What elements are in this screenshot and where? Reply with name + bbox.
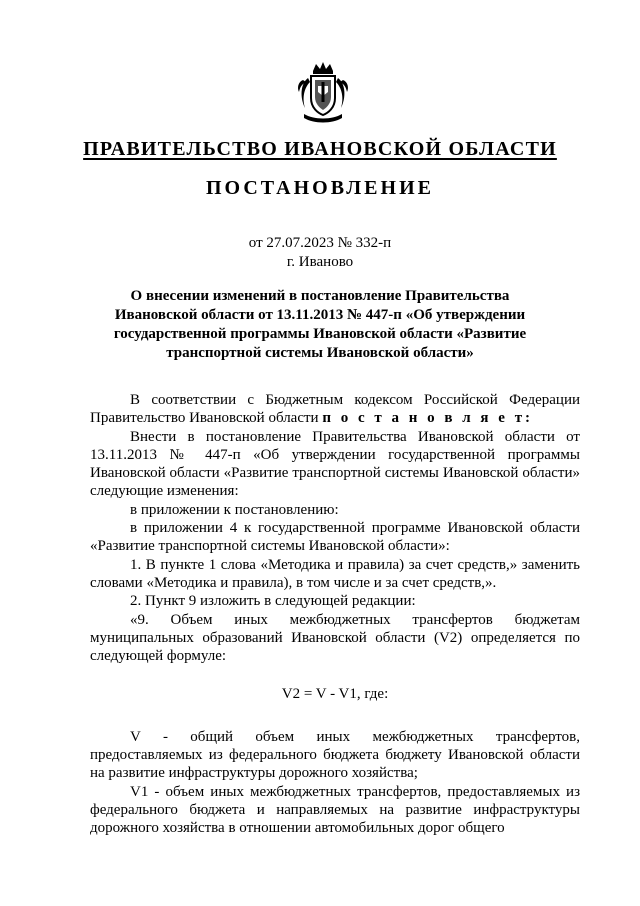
paragraph: 2. Пункт 9 изложить в следующей редакции:: [130, 593, 416, 610]
heading-line: Ивановской области от 13.11.2013 № 447-п «Об утверждении: [114, 307, 526, 323]
date-number: от 27.07.2023 № 332-п: [248, 235, 392, 251]
document-type: ПОСТАНОВЛЕНИЕ: [206, 177, 434, 199]
document-heading: [100, 287, 540, 363]
document-meta: [60, 234, 580, 272]
heading-line: транспортной системы Ивановской области»: [166, 345, 474, 361]
paragraph: [90, 391, 580, 428]
paragraph: в приложении 4 к государственной программе Ивановской области «Развитие транспортной системы Ивановской области»:: [90, 520, 580, 555]
coat-of-arms-icon: [296, 62, 350, 124]
paragraph: в приложении к постановлению:: [130, 501, 339, 518]
decree-word: п о с т а н о в л я е т:: [322, 410, 534, 427]
formula: V2 = V - V1, где:: [281, 686, 389, 703]
paragraph: V1 - объем иных межбюджетных трансфертов, предоставляемых из федерального бюджета и направляемых на развитие инфраструктуры дорожного хозяйства в отношении автомобильных дорог общего: [90, 783, 580, 837]
city: г. Иваново: [286, 254, 354, 270]
paragraph-text: В соответствии с Бюджетным кодексом Российской Федерации Правительство Ивановской области: [90, 392, 580, 427]
paragraph: Внести в постановление Правительства Ивановской области от 13.11.2013 № 447-п «Об утверждении государственной программы Ивановской области «Развитие транспортной системы Ивановской области» следующие изменения:: [90, 428, 580, 500]
paragraph: 1. В пункте 1 слова «Методика и правила) за счет средств,» заменить словами «Методика и правила), в том числе и за счет средств,».: [90, 556, 580, 591]
heading-line: О внесении изменений в постановление Правительства: [130, 288, 510, 304]
document-body: [90, 391, 580, 838]
heading-line: государственной программы Ивановской области «Развитие: [113, 326, 527, 342]
paragraph: V - общий объем иных межбюджетных трансфертов, предоставляемых из федерального бюджета бюджету Ивановской области на развитие инфраструктуры дорожного хозяйства;: [90, 728, 580, 782]
paragraph: «9. Объем иных межбюджетных трансфертов бюджетам муниципальных образований Ивановской области (V2) определяется по следующей формуле:: [90, 611, 580, 665]
organization-title: ПРАВИТЕЛЬСТВО ИВАНОВСКОЙ ОБЛАСТИ: [83, 138, 557, 160]
